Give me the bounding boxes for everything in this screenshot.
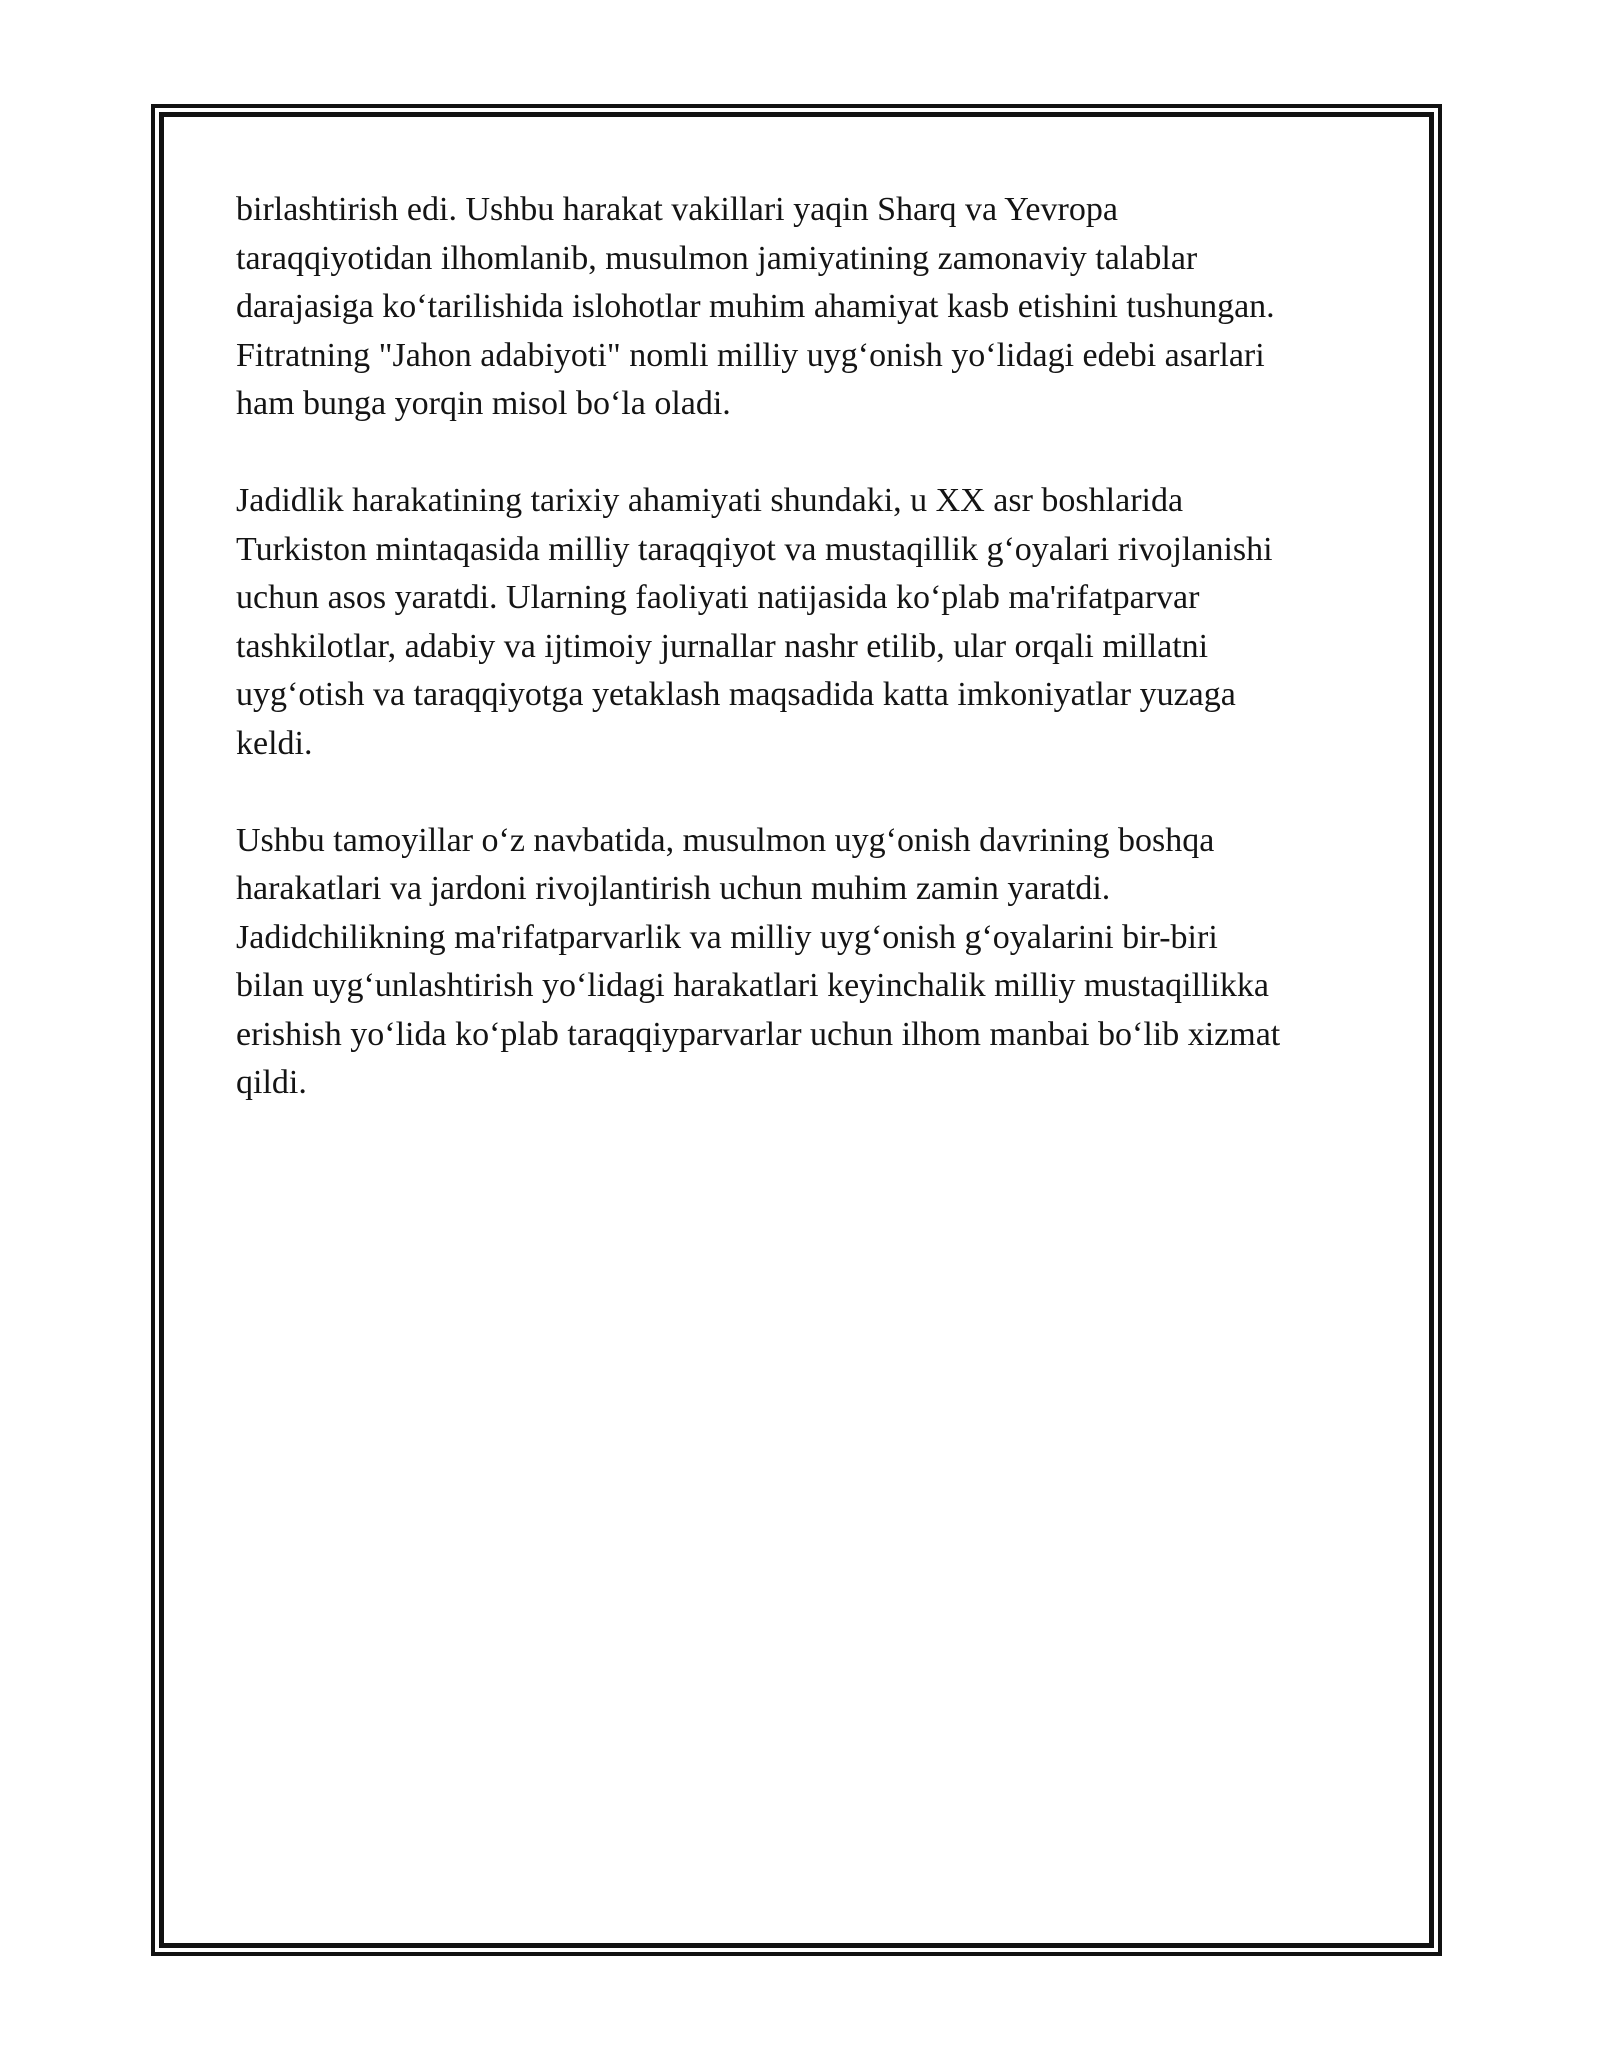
text-line: qildi. [236, 1064, 307, 1101]
text-line: uchun asos yaratdi. Ularning faoliyati natijasida ko‘plab ma'rifatparvar [236, 579, 1200, 616]
paragraph-3 [236, 817, 1376, 1108]
text-line: taraqqiyotidan ilhomlanib, musulmon jamiyatining zamonaviy talablar [236, 239, 1198, 277]
paragraph-1 [236, 186, 1376, 429]
text-line: bilan uyg‘unlashtirish yo‘lidagi harakatlari keyinchalik milliy mustaqillikka [236, 967, 1269, 1004]
document-body [236, 186, 1376, 1156]
text-line: uyg‘otish va taraqqiyotga yetaklash maqsadida katta imkoniyatlar yuzaga [236, 676, 1236, 713]
text-line: tashkilotlar, adabiy va ijtimoiy jurnallar nashr etilib, ular orqali millatni [236, 627, 1209, 665]
text-line: harakatlari va jardoni rivojlantirish uchun muhim zamin yaratdi. [236, 870, 1111, 907]
text-line: keldi. [236, 724, 313, 762]
paragraph-2 [236, 477, 1376, 768]
text-line: ham bunga yorqin misol bo‘la oladi. [236, 385, 731, 422]
text-line: birlashtirish edi. Ushbu harakat vakillari yaqin Sharq va Yevropa [236, 191, 1118, 228]
text-line: Turkiston mintaqasida milliy taraqqiyot va mustaqillik g‘oyalari rivojlanishi [236, 530, 1273, 568]
text-line: Fitratning "Jahon adabiyoti" nomli milliy uyg‘onish yo‘lidagi edebi asarlari [236, 336, 1265, 374]
text-line: Jadidlik harakatining tarixiy ahamiyati shundaki, u XX asr boshlarida [236, 482, 1184, 519]
text-line: Ushbu tamoyillar o‘z navbatida, musulmon uyg‘onish davrining boshqa [236, 821, 1215, 859]
text-line: erishish yo‘lida ko‘plab taraqqiyparvarlar uchun ilhom manbai bo‘lib xizmat [236, 1015, 1281, 1053]
text-line: darajasiga ko‘tarilishida islohotlar muhim ahamiyat kasb etishini tushungan. [236, 288, 1275, 325]
text-line: Jadidchilikning ma'rifatparvarlik va milliy uyg‘onish g‘oyalarini bir-biri [236, 918, 1218, 956]
